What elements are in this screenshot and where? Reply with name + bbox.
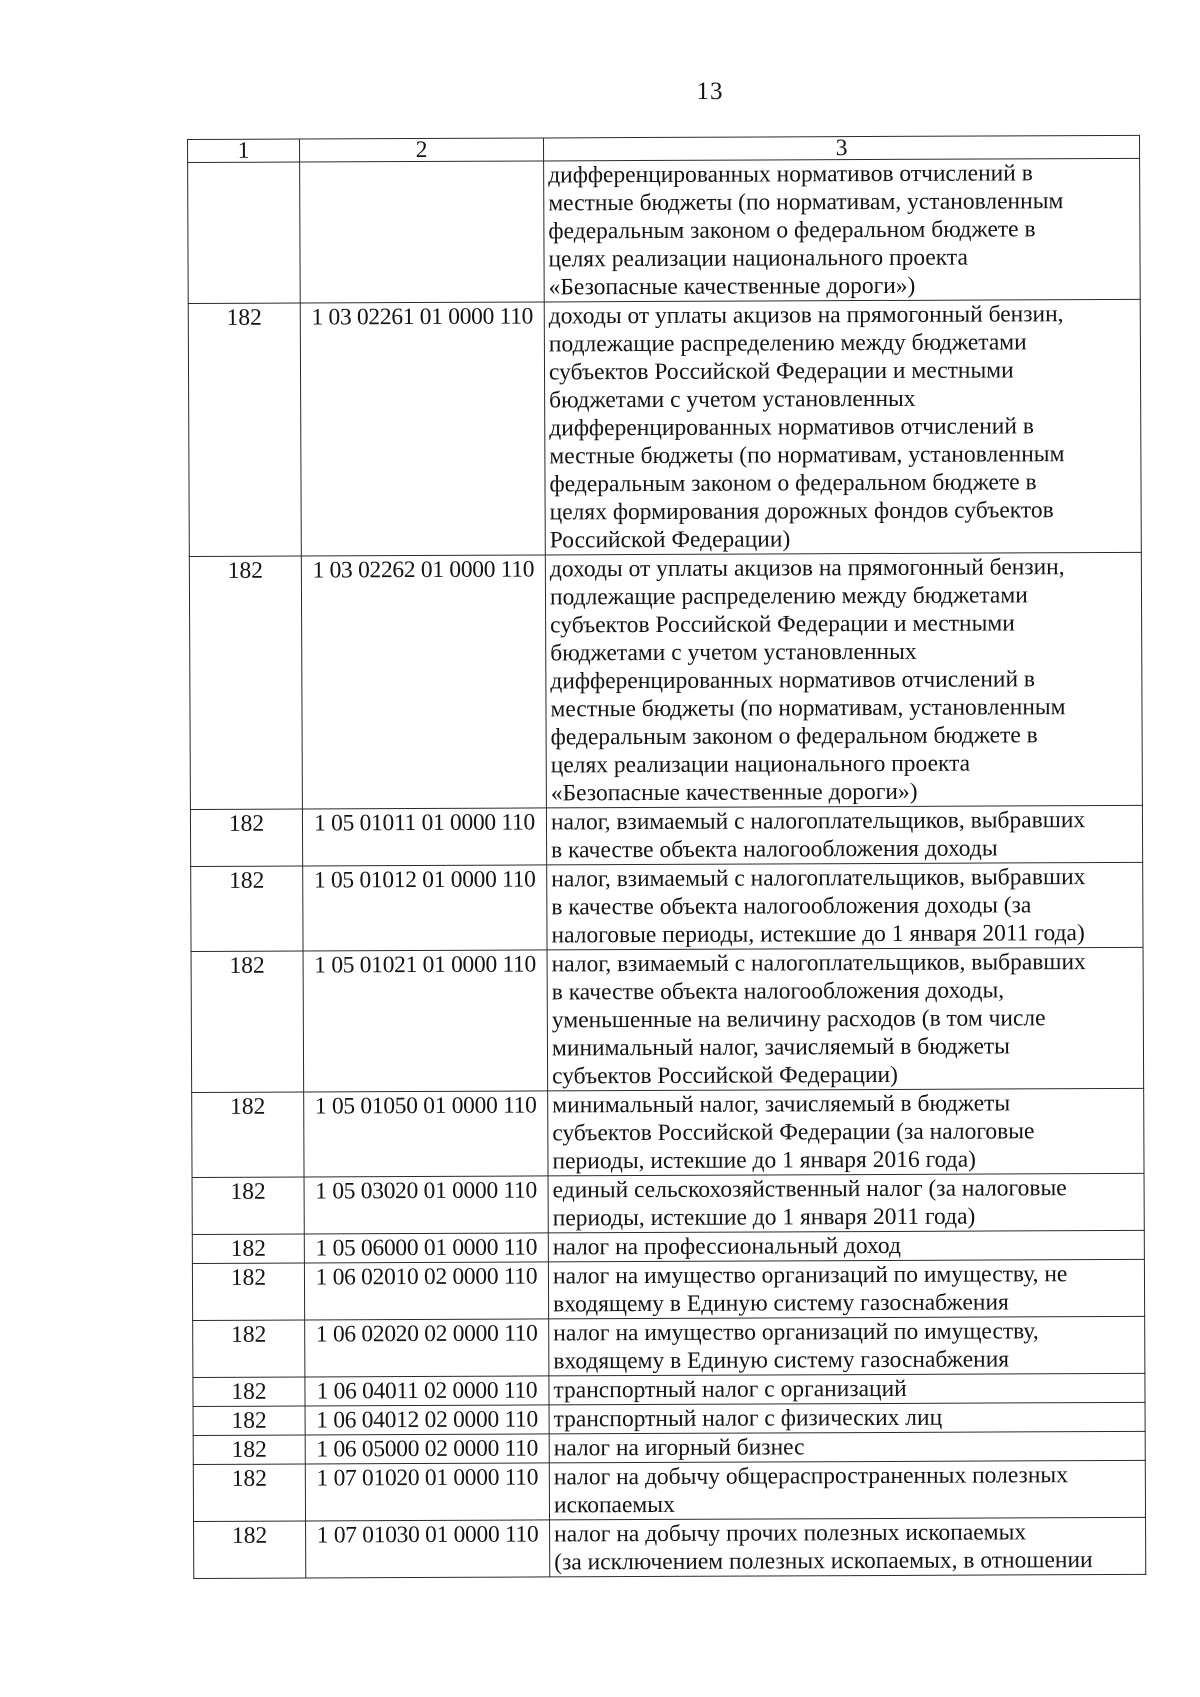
description-line: уменьшенные на величину расходов (в том числе [551,1005,1046,1034]
admin-code-cell: 182 [193,1464,305,1521]
description-line: налог на добычу прочих полезных ископаемых [554,1519,1027,1548]
table-row [192,1230,1144,1263]
description-line: в качестве объекта налогообложения доходы [551,835,998,864]
description-line: налог, взимаемый с налогоплательщиков, выбравших [550,807,1086,836]
description-line: местные бюджеты (по нормативам, установленным [549,441,1065,470]
admin-code-cell: 182 [192,1263,304,1320]
description-line: субъектов Российской Федерации) [552,1061,898,1090]
table-row [190,805,1142,866]
admin-code-cell: 182 [189,556,302,809]
description-line: субъектов Российской Федерации и местными [548,357,1014,386]
revenue-code-cell: 1 05 06000 01 0000 110 [304,1233,548,1263]
revenue-description-cell [547,862,1143,950]
table-row [191,862,1143,951]
column-header-3: 3 [543,135,1139,161]
description-line: минимальный налог, зачисляемый в бюджеты [552,1090,1011,1119]
description-line: местные бюджеты (по нормативам, установленным [548,188,1064,217]
admin-code-cell: 182 [193,1320,305,1377]
table-row [193,1402,1145,1435]
revenue-description-cell [548,1230,1144,1262]
description-line: налог на добычу общераспространенных полезных [553,1462,1068,1491]
table-row [192,1173,1144,1234]
admin-code-cell: 182 [193,1377,305,1406]
description-line: дифференцированных нормативов отчислений в [548,160,1033,189]
description-line: целях реализации национального проекта [550,750,971,779]
description-line: дифференцированных нормативов отчислений в [549,413,1034,442]
description-line: доходы от уплаты акцизов на прямогонный бензин, [549,554,1065,583]
admin-code-cell: 182 [194,1521,306,1578]
description-line: налог на имущество организаций по имуществу, не [552,1261,1068,1290]
description-line: периоды, истекшие до 1 января 2016 года) [552,1146,976,1175]
revenue-description-cell [548,1173,1144,1233]
description-line: налог на профессиональный доход [552,1232,901,1261]
budget-codes-table [187,135,1146,1579]
column-header-1: 1 [188,139,300,162]
description-line: транспортный налог с организаций [553,1375,907,1404]
description-line: в качестве объекта налогообложения доходы, [551,977,1005,1006]
description-line: периоды, истекшие до 1 января 2011 года) [552,1203,976,1232]
revenue-code-cell: 1 05 03020 01 0000 110 [304,1176,548,1234]
description-line: доходы от уплаты акцизов на прямогонный бензин, [548,301,1064,330]
revenue-description-cell [545,552,1142,808]
description-line: федеральным законом о федеральном бюджете в [549,469,1037,498]
revenue-description-cell [549,1316,1145,1376]
admin-code-cell: 182 [193,1406,305,1435]
description-line: налог на имущество организаций по имуществу, [553,1318,1039,1347]
description-line: федеральным законом о федеральном бюджете в [548,216,1036,245]
description-line: в качестве объекта налогообложения доходы (за [551,892,1032,921]
revenue-description-cell [549,1431,1145,1463]
revenue-code-cell [300,161,545,303]
table-row [189,552,1142,809]
revenue-description-cell [544,158,1141,302]
description-line: бюджетами с учетом установленных [550,638,917,667]
revenue-code-cell: 1 05 01011 01 0000 110 [302,808,546,866]
table-row [192,1259,1144,1320]
revenue-code-cell: 1 03 02261 01 0000 110 [300,302,545,556]
revenue-code-cell: 1 06 02010 02 0000 110 [304,1262,548,1320]
revenue-code-cell: 1 07 01020 01 0000 110 [305,1463,549,1521]
description-line: транспортный налог с физических лиц [553,1404,943,1433]
table-row [193,1431,1145,1464]
description-line: налог, взимаемый с налогоплательщиков, выбравших [551,864,1086,893]
description-line: целях формирования дорожных фондов субъектов [549,497,1054,526]
description-line: входящему в Единую систему газоснабжения [553,1346,1010,1375]
revenue-code-cell: 1 05 01021 01 0000 110 [303,950,548,1092]
revenue-code-cell: 1 06 02020 02 0000 110 [305,1319,549,1377]
table-row [193,1316,1145,1377]
description-line: субъектов Российской Федерации (за налоговые [552,1118,1035,1147]
description-line: местные бюджеты (по нормативам, установленным [550,694,1066,723]
revenue-code-cell: 1 06 04011 02 0000 110 [305,1376,549,1406]
table-row [188,299,1141,556]
table-row [192,1088,1144,1177]
description-line: «Безопасные качественные дороги») [550,778,918,807]
revenue-description-cell [546,805,1142,865]
description-line: подлежащие распределению между бюджетами [548,329,1027,358]
description-line: федеральным законом о федеральном бюджете в [550,722,1038,751]
revenue-description-cell [550,1517,1146,1577]
table-row [194,1517,1146,1578]
description-line: подлежащие распределению между бюджетами [549,582,1028,611]
description-line: входящему в Единую систему газоснабжения [553,1289,1009,1318]
description-line: Российской Федерации) [549,526,791,554]
admin-code-cell: 182 [192,1092,304,1177]
revenue-description-cell [548,1088,1144,1176]
description-line: налоговые периоды, истекшие до 1 января 2011 года) [551,920,1085,949]
admin-code-cell: 182 [192,1177,304,1234]
description-line: дифференцированных нормативов отчислений в [550,666,1036,695]
description-line: минимальный налог, зачисляемый в бюджеты [551,1033,1011,1062]
revenue-code-cell: 1 03 02262 01 0000 110 [301,555,546,809]
description-line: налог, взимаемый с налогоплательщиков, выбравших [551,949,1086,978]
admin-code-cell: 182 [193,1435,305,1464]
table-row [191,947,1144,1092]
description-line: единый сельскохозяйственный налог (за налоговые [552,1175,1067,1204]
revenue-code-cell: 1 05 01050 01 0000 110 [304,1091,548,1177]
revenue-code-cell: 1 05 01012 01 0000 110 [303,865,547,951]
admin-code-cell: 182 [192,1234,304,1263]
admin-code-cell: 182 [190,809,302,866]
revenue-code-cell: 1 07 01030 01 0000 110 [306,1520,550,1578]
description-line: целях реализации национального проекта [548,244,968,273]
admin-code-cell: 182 [191,951,304,1092]
revenue-description-cell [549,1402,1145,1434]
revenue-description-cell [544,299,1141,555]
description-line: бюджетами с учетом установленных [549,385,916,414]
revenue-description-cell [547,947,1144,1091]
table-body [188,158,1146,1578]
description-line: ископаемых [553,1491,675,1519]
page-number: 13 [696,78,724,105]
table-row [193,1460,1145,1521]
revenue-code-cell: 1 06 05000 02 0000 110 [305,1434,549,1464]
admin-code-cell [188,162,301,303]
admin-code-cell: 182 [188,303,301,556]
description-line: «Безопасные качественные дороги») [548,272,916,301]
revenue-description-cell [548,1259,1144,1319]
table-row [188,158,1141,303]
table-row [193,1373,1145,1406]
description-line: субъектов Российской Федерации и местными [550,610,1015,639]
revenue-code-cell: 1 06 04012 02 0000 110 [305,1405,549,1435]
revenue-description-cell [549,1373,1145,1405]
description-line: (за исключением полезных ископаемых, в отношении [554,1547,1093,1576]
description-line: налог на игорный бизнес [553,1434,805,1462]
revenue-description-cell [549,1460,1145,1520]
column-header-2: 2 [300,138,544,162]
admin-code-cell: 182 [191,866,303,951]
